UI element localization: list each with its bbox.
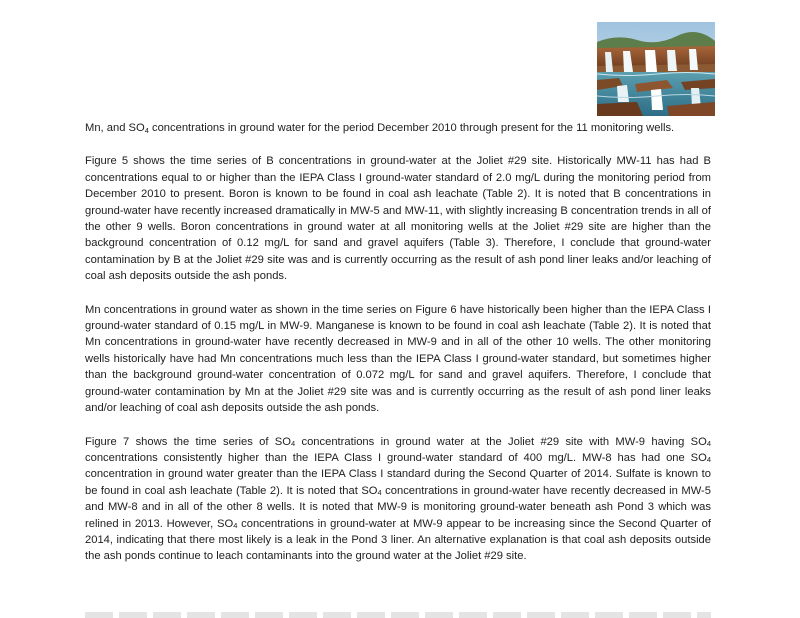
text-run: concentrations in ground water for the period December 2010 through present for the 11 monitoring wells. [148, 122, 675, 134]
document-body [85, 120, 711, 565]
subscript: 4 [377, 488, 382, 498]
text-run: concentrations in ground-water have recently decreased in MW-5 and MW-8 and in all of the other 8 wells. It is noted that MW-9 is monitoring ground-water beneath ash Pond 3 which was relined in 2013. However, SO [85, 484, 711, 530]
subscript: 4 [290, 439, 296, 448]
text-run: concentration in ground water greater than the IEPA Class I standard during the Second Quarter of 2014. Sulfate is known to be found in coal ash leachate (Table 2). It is noted that SO [85, 468, 711, 497]
paragraph-sulfate [85, 434, 711, 565]
subscript: 4 [706, 455, 711, 465]
waterfall-photo [597, 22, 715, 116]
paragraph-intro-continuation [85, 120, 711, 136]
text-run: Mn, and SO [85, 122, 145, 134]
subscript: 4 [233, 521, 238, 531]
text-run: Figure 7 shows the time series of SO [85, 435, 291, 448]
text-run: Figure 5 shows the time series of B concentrations in ground-water at the Joliet #29 site. Historically MW-11 has had B concentrations equal to or higher than the IEPA Class I ground-water standard of 2.0 mg/L during the monitoring period from December 2010 to present. Boron is known to be found in coal ash leachate (Table 2). It is noted that B concentrations in ground-water have recently increased dramatically in MW-5 and MW-11, with slightly increasing B concentration trends in all of the other 9 wells. Boron concentrations in ground water at all monitoring wells at the Joliet #29 site are higher than the background concentration of 0.12 mg/L for sand and gravel aquifers (Table 3). Therefore, I conclude that ground-water contamination by B at the Joliet #29 site was and is currently occurring as the result of ash pond liner leaks and/or leaching of coal ash deposits outside the ash ponds. [85, 155, 711, 283]
subscript: 4 [706, 439, 711, 448]
paragraph-boron [85, 153, 711, 284]
waterfall-landscape-photo [597, 22, 715, 116]
text-run: Mn concentrations in ground water as shown in the time series on Figure 6 have historically been higher than the IEPA Class I ground-water standard of 0.15 mg/L in MW-9. Manganese is known to be found in coal ash leachate (Table 2). It is noted that Mn concentrations in ground-water have recently decreased in MW-9 and in all of the other 10 wells. The other monitoring wells historically have had Mn concentrations much less than the IEPA Class I ground-water standard, but sometimes higher than the background ground-water concentration of 0.072 mg/L for sand and gravel aquifers. Therefore, I conclude that ground-water contamination by Mn at the Joliet #29 site was and is currently occurring as the result of ash pond liner leaks and/or leaching of coal ash deposits outside the ash ponds. [85, 303, 711, 415]
cut-off-next-line [85, 612, 711, 618]
text-run: concentrations consistently higher than the IEPA Class I ground-water standard of 400 mg/L. MW-8 has had one SO [85, 451, 707, 464]
subscript: 4 [144, 125, 149, 135]
paragraph-manganese [85, 302, 711, 417]
text-run: concentrations in ground-water at MW-9 appear to be increasing since the Second Quarter of 2014, indicating that there most likely is a leak in the Pond 3 liner. An alternative explanation is that coal ash deposits outside the ash ponds continue to leach contaminants into the ground water at the Joliet #29 site. [85, 517, 711, 563]
text-run: concentrations in ground water at the Joliet #29 site with MW-9 having SO [295, 435, 707, 448]
